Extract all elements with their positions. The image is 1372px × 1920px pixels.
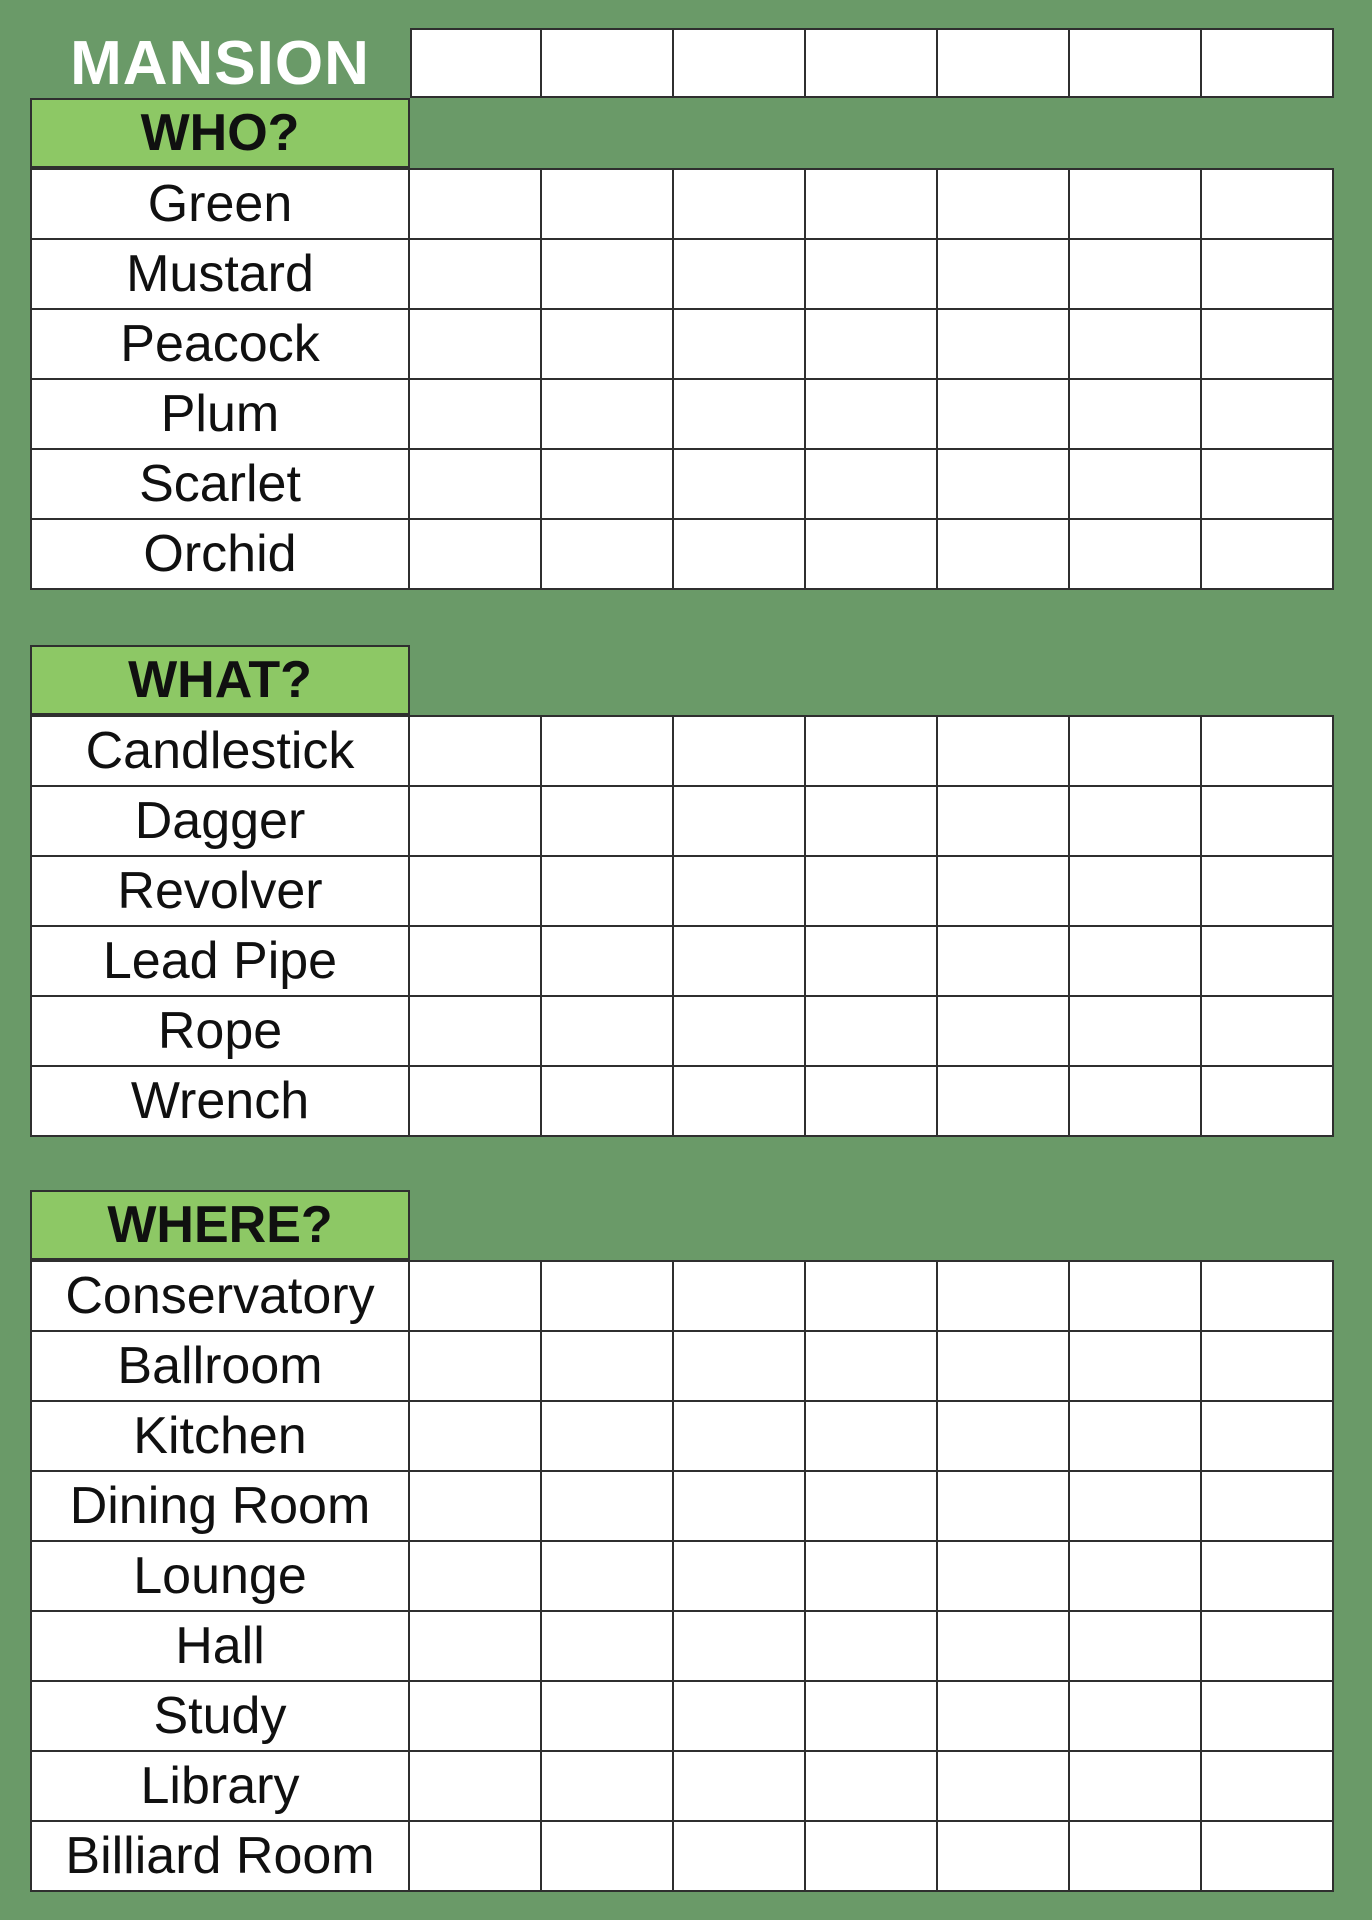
mark-cell[interactable] <box>1070 1067 1202 1137</box>
mark-cell[interactable] <box>1202 380 1334 450</box>
mark-cell[interactable] <box>674 240 806 310</box>
row-label: Conservatory <box>30 1262 410 1332</box>
mark-cell[interactable] <box>542 310 674 380</box>
row-label: Plum <box>30 380 410 450</box>
row-label: Hall <box>30 1612 410 1682</box>
mark-cell[interactable] <box>806 240 938 310</box>
mark-cell[interactable] <box>1070 1262 1202 1332</box>
mark-cell[interactable] <box>1070 1752 1202 1822</box>
mark-cell[interactable] <box>938 1822 1070 1892</box>
row-mustard <box>30 240 1334 310</box>
mark-cell[interactable] <box>938 787 1070 857</box>
mark-cell[interactable] <box>674 310 806 380</box>
mark-cell[interactable] <box>806 1262 938 1332</box>
row-label: Wrench <box>30 1067 410 1137</box>
mark-cell[interactable] <box>1202 450 1334 520</box>
mark-cell[interactable] <box>542 170 674 240</box>
row-plum <box>30 380 1334 450</box>
mark-cell[interactable] <box>806 1822 938 1892</box>
mark-cell[interactable] <box>1070 927 1202 997</box>
mark-cell[interactable] <box>806 1472 938 1542</box>
mark-cell[interactable] <box>542 717 674 787</box>
mark-cell[interactable] <box>410 170 542 240</box>
mark-cell[interactable] <box>938 240 1070 310</box>
mark-cell[interactable] <box>1070 240 1202 310</box>
mark-cell[interactable] <box>1202 1822 1334 1892</box>
player-column-cell[interactable] <box>806 28 938 98</box>
mark-cell[interactable] <box>674 1067 806 1137</box>
mark-cell[interactable] <box>1202 997 1334 1067</box>
mark-cell[interactable] <box>1202 1612 1334 1682</box>
row-dining-room <box>30 1472 1334 1542</box>
mark-cell[interactable] <box>542 1067 674 1137</box>
mark-cell[interactable] <box>674 380 806 450</box>
mark-cell[interactable] <box>410 1822 542 1892</box>
mark-cell[interactable] <box>410 1542 542 1612</box>
mark-cell[interactable] <box>674 1472 806 1542</box>
row-study <box>30 1682 1334 1752</box>
mark-cell[interactable] <box>806 787 938 857</box>
mark-cell[interactable] <box>938 170 1070 240</box>
mark-cell[interactable] <box>806 520 938 590</box>
mark-cell[interactable] <box>938 717 1070 787</box>
mark-cell[interactable] <box>410 787 542 857</box>
mark-cell[interactable] <box>1070 1542 1202 1612</box>
section-header-where <box>30 1190 410 1260</box>
section-header-label: WHERE? <box>107 1196 333 1254</box>
mark-cell[interactable] <box>674 170 806 240</box>
mark-cell[interactable] <box>1070 450 1202 520</box>
mark-cell[interactable] <box>1070 520 1202 590</box>
mark-cell[interactable] <box>542 1612 674 1682</box>
section-rows-where <box>30 1260 1334 1892</box>
row-label: Scarlet <box>30 450 410 520</box>
row-rope <box>30 997 1334 1067</box>
row-lounge <box>30 1542 1334 1612</box>
row-label: Library <box>30 1752 410 1822</box>
player-column-cell[interactable] <box>1070 28 1202 98</box>
player-column-cell[interactable] <box>938 28 1070 98</box>
mark-cell[interactable] <box>1070 997 1202 1067</box>
mark-cell[interactable] <box>674 1332 806 1402</box>
mark-cell[interactable] <box>410 450 542 520</box>
mark-cell[interactable] <box>542 787 674 857</box>
mark-cell[interactable] <box>542 857 674 927</box>
mark-cell[interactable] <box>1202 1067 1334 1137</box>
section-who <box>30 98 1334 590</box>
mark-cell[interactable] <box>806 310 938 380</box>
section-header-label: WHAT? <box>128 651 312 709</box>
mark-cell[interactable] <box>542 1542 674 1612</box>
mark-cell[interactable] <box>674 520 806 590</box>
mark-cell[interactable] <box>1070 1612 1202 1682</box>
mark-cell[interactable] <box>410 1682 542 1752</box>
mark-cell[interactable] <box>410 1752 542 1822</box>
mark-cell[interactable] <box>1070 1332 1202 1402</box>
mark-cell[interactable] <box>410 717 542 787</box>
mark-cell[interactable] <box>938 997 1070 1067</box>
row-label: Lead Pipe <box>30 927 410 997</box>
row-label: Mustard <box>30 240 410 310</box>
mark-cell[interactable] <box>938 1612 1070 1682</box>
section-what <box>30 645 1334 1137</box>
mark-cell[interactable] <box>410 1472 542 1542</box>
mark-cell[interactable] <box>542 1822 674 1892</box>
mark-cell[interactable] <box>674 717 806 787</box>
row-label: Green <box>30 170 410 240</box>
mark-cell[interactable] <box>542 1472 674 1542</box>
mark-cell[interactable] <box>674 450 806 520</box>
mark-cell[interactable] <box>410 1067 542 1137</box>
row-ballroom <box>30 1332 1334 1402</box>
title-row <box>30 28 1334 98</box>
mark-cell[interactable] <box>806 927 938 997</box>
player-column-cell[interactable] <box>542 28 674 98</box>
mark-cell[interactable] <box>806 997 938 1067</box>
mark-cell[interactable] <box>806 717 938 787</box>
row-dagger <box>30 787 1334 857</box>
row-label: Billiard Room <box>30 1822 410 1892</box>
mark-cell[interactable] <box>674 997 806 1067</box>
mark-cell[interactable] <box>410 240 542 310</box>
mark-cell[interactable] <box>410 1612 542 1682</box>
mark-cell[interactable] <box>1202 1472 1334 1542</box>
mark-cell[interactable] <box>1202 1682 1334 1752</box>
section-header-who <box>30 98 410 168</box>
mark-cell[interactable] <box>410 927 542 997</box>
mark-cell[interactable] <box>1070 380 1202 450</box>
row-billiard-room <box>30 1822 1334 1892</box>
row-label: Orchid <box>30 520 410 590</box>
row-label: Peacock <box>30 310 410 380</box>
mark-cell[interactable] <box>1070 1472 1202 1542</box>
mark-cell[interactable] <box>1070 1822 1202 1892</box>
mark-cell[interactable] <box>938 450 1070 520</box>
mark-cell[interactable] <box>674 857 806 927</box>
mark-cell[interactable] <box>542 1332 674 1402</box>
mark-cell[interactable] <box>938 380 1070 450</box>
mark-cell[interactable] <box>542 240 674 310</box>
row-peacock <box>30 310 1334 380</box>
mark-cell[interactable] <box>938 1067 1070 1137</box>
mark-cell[interactable] <box>1202 1752 1334 1822</box>
mark-cell[interactable] <box>410 1262 542 1332</box>
mark-cell[interactable] <box>1070 857 1202 927</box>
mark-cell[interactable] <box>1202 240 1334 310</box>
mark-cell[interactable] <box>1202 787 1334 857</box>
row-revolver <box>30 857 1334 927</box>
mark-cell[interactable] <box>938 1262 1070 1332</box>
row-wrench <box>30 1067 1334 1137</box>
player-column-cell[interactable] <box>410 28 542 98</box>
mark-cell[interactable] <box>806 1682 938 1752</box>
row-label: Dagger <box>30 787 410 857</box>
section-rows-what <box>30 715 1334 1137</box>
mark-cell[interactable] <box>542 1682 674 1752</box>
row-candlestick <box>30 717 1334 787</box>
mark-cell[interactable] <box>938 1542 1070 1612</box>
mark-cell[interactable] <box>674 787 806 857</box>
mark-cell[interactable] <box>410 380 542 450</box>
mark-cell[interactable] <box>1202 1542 1334 1612</box>
row-label: Dining Room <box>30 1472 410 1542</box>
section-header-what <box>30 645 410 715</box>
mark-cell[interactable] <box>542 1262 674 1332</box>
mark-cell[interactable] <box>542 997 674 1067</box>
mark-cell[interactable] <box>674 927 806 997</box>
mark-cell[interactable] <box>1202 310 1334 380</box>
sheet-title: MANSION <box>70 28 370 98</box>
mark-cell[interactable] <box>938 927 1070 997</box>
mark-cell[interactable] <box>938 857 1070 927</box>
row-label: Kitchen <box>30 1402 410 1472</box>
mark-cell[interactable] <box>674 1262 806 1332</box>
mark-cell[interactable] <box>938 1402 1070 1472</box>
mark-cell[interactable] <box>1070 717 1202 787</box>
mark-cell[interactable] <box>1202 520 1334 590</box>
mark-cell[interactable] <box>938 1472 1070 1542</box>
mark-cell[interactable] <box>542 1752 674 1822</box>
mark-cell[interactable] <box>806 1612 938 1682</box>
mark-cell[interactable] <box>938 1332 1070 1402</box>
mark-cell[interactable] <box>1070 1682 1202 1752</box>
row-label: Candlestick <box>30 717 410 787</box>
section-header-label: WHO? <box>140 104 300 162</box>
mark-cell[interactable] <box>542 450 674 520</box>
mark-cell[interactable] <box>1070 310 1202 380</box>
mark-cell[interactable] <box>806 1542 938 1612</box>
mark-cell[interactable] <box>674 1822 806 1892</box>
mark-cell[interactable] <box>674 1752 806 1822</box>
mark-cell[interactable] <box>806 1752 938 1822</box>
mark-cell[interactable] <box>806 1067 938 1137</box>
mark-cell[interactable] <box>938 520 1070 590</box>
row-hall <box>30 1612 1334 1682</box>
row-conservatory <box>30 1262 1334 1332</box>
mark-cell[interactable] <box>1202 1262 1334 1332</box>
mark-cell[interactable] <box>410 1332 542 1402</box>
mark-cell[interactable] <box>674 1542 806 1612</box>
player-columns <box>410 28 1334 98</box>
section-rows-who <box>30 168 1334 590</box>
mark-cell[interactable] <box>1202 170 1334 240</box>
mark-cell[interactable] <box>938 1682 1070 1752</box>
mark-cell[interactable] <box>806 170 938 240</box>
mark-cell[interactable] <box>1202 927 1334 997</box>
section-where <box>30 1190 1334 1892</box>
mark-cell[interactable] <box>674 1402 806 1472</box>
player-column-cell[interactable] <box>1202 28 1334 98</box>
mark-cell[interactable] <box>542 380 674 450</box>
mark-cell[interactable] <box>410 520 542 590</box>
mark-cell[interactable] <box>806 1332 938 1402</box>
mark-cell[interactable] <box>806 1402 938 1472</box>
row-label: Rope <box>30 997 410 1067</box>
row-scarlet <box>30 450 1334 520</box>
row-label: Study <box>30 1682 410 1752</box>
row-lead-pipe <box>30 927 1334 997</box>
mark-cell[interactable] <box>1070 787 1202 857</box>
mark-cell[interactable] <box>1202 1332 1334 1402</box>
mark-cell[interactable] <box>410 857 542 927</box>
mark-cell[interactable] <box>410 1402 542 1472</box>
row-label: Ballroom <box>30 1332 410 1402</box>
row-label: Lounge <box>30 1542 410 1612</box>
mark-cell[interactable] <box>806 857 938 927</box>
mark-cell[interactable] <box>410 997 542 1067</box>
row-label: Revolver <box>30 857 410 927</box>
row-green <box>30 170 1334 240</box>
mark-cell[interactable] <box>542 520 674 590</box>
mark-cell[interactable] <box>938 1752 1070 1822</box>
mark-cell[interactable] <box>542 927 674 997</box>
player-column-cell[interactable] <box>674 28 806 98</box>
mark-cell[interactable] <box>1070 1402 1202 1472</box>
mark-cell[interactable] <box>1202 857 1334 927</box>
mark-cell[interactable] <box>1202 717 1334 787</box>
row-kitchen <box>30 1402 1334 1472</box>
mark-cell[interactable] <box>542 1402 674 1472</box>
mark-cell[interactable] <box>806 380 938 450</box>
mark-cell[interactable] <box>1202 1402 1334 1472</box>
mark-cell[interactable] <box>410 310 542 380</box>
mark-cell[interactable] <box>674 1682 806 1752</box>
mark-cell[interactable] <box>674 1612 806 1682</box>
mark-cell[interactable] <box>806 450 938 520</box>
mark-cell[interactable] <box>1070 170 1202 240</box>
row-orchid <box>30 520 1334 590</box>
mark-cell[interactable] <box>938 310 1070 380</box>
row-library <box>30 1752 1334 1822</box>
